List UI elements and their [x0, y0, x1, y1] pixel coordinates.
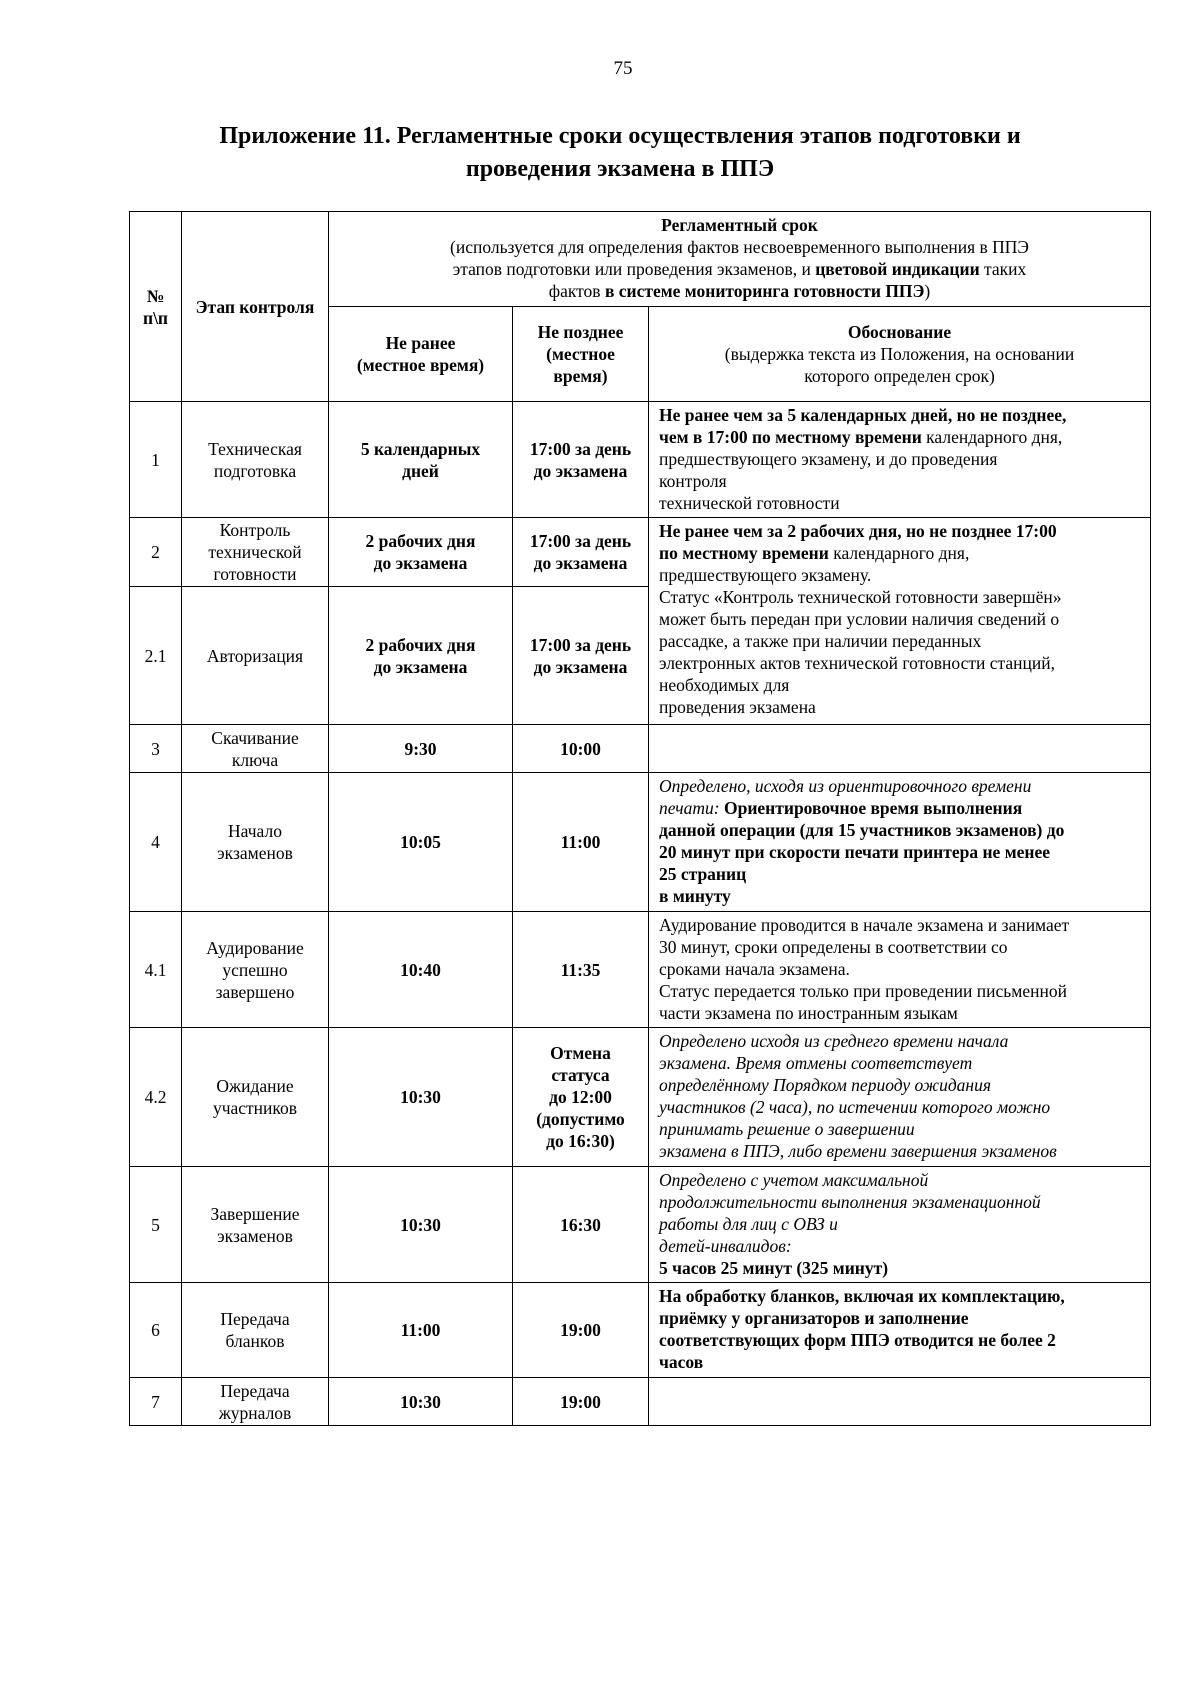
row-1-basis-2-a: чем в 17:00 по местному времени [659, 427, 922, 447]
row-4-1-earliest: 10:40 [329, 912, 513, 1028]
schedule-table [129, 211, 1151, 1426]
row-1-basis-2-b: календарного дня, [921, 427, 1063, 447]
row-4-earliest: 10:05 [329, 773, 513, 912]
header-not-earlier-2: (местное время) [356, 355, 485, 375]
row-2-basis-7: электронных актов технической готовности станций, [659, 653, 1055, 673]
row-4-basis-3: данной операции (для 15 участников экзаменов) до [659, 820, 1065, 840]
row-5-basis-1: Определено с учетом максимальной [659, 1170, 929, 1190]
row-4-1-basis-3: сроками начала экзамена. [659, 959, 850, 979]
row-7-basis [649, 1378, 1151, 1426]
table-row [130, 912, 1151, 1028]
row-4-stage-2: экзаменов [217, 843, 293, 863]
row-5-latest: 16:30 [513, 1167, 649, 1283]
row-6-basis-1: На обработку бланков, включая их комплектацию, [659, 1286, 1065, 1306]
row-5-stage-1: Завершение [210, 1203, 300, 1224]
row-4-1-stage [182, 912, 329, 1028]
row-1-basis-5: технической готовности [659, 493, 840, 513]
row-5-basis-3: работы для лиц с ОВЗ и [659, 1214, 838, 1234]
header-basis-title: Обоснование [847, 322, 952, 342]
header-deadline-desc-2-b: цветовой индикации [815, 259, 980, 279]
row-7-stage-1: Передача [220, 1380, 290, 1401]
row-2-earliest-2: до экзамена [373, 553, 468, 573]
row-4-1-latest: 11:35 [513, 912, 649, 1028]
row-3-earliest: 9:30 [329, 725, 513, 773]
row-4-basis-5: 25 страниц [659, 864, 747, 884]
row-4-1-stage-1: Аудирование [206, 937, 304, 958]
row-2-1-latest-2: до экзамена [533, 656, 628, 677]
row-1-latest [513, 402, 649, 518]
header-deadline [329, 212, 1151, 307]
row-4-1-basis-5: части экзамена по иностранным языкам [659, 1003, 958, 1023]
row-4-basis [649, 773, 1151, 912]
header-not-later-1: Не позднее [537, 322, 624, 342]
header-deadline-title: Регламентный срок [661, 215, 818, 235]
row-6-num: 6 [130, 1283, 182, 1378]
row-7-stage-2: журналов [218, 1402, 292, 1423]
row-1-basis-2 [659, 426, 1144, 448]
row-4-1-stage-2: успешно [222, 959, 288, 980]
row-2-basis-5: может быть передан при условии наличия сведений о [659, 609, 1060, 629]
row-2-basis [649, 518, 1151, 725]
row-7-stage [182, 1378, 329, 1426]
row-2-latest-2: до экзамена [533, 553, 628, 573]
row-4-1-basis-2: 30 минут, сроки определены в соответствии со [659, 937, 1008, 957]
row-2-basis-1: Не ранее чем за 2 рабочих дня, но не позднее 17:00 [659, 521, 1057, 541]
row-7-num: 7 [130, 1378, 182, 1426]
table-row [130, 1167, 1151, 1283]
row-4-2-stage-1: Ожидание [216, 1076, 294, 1096]
row-3-stage [182, 725, 329, 773]
row-5-stage-2: экзаменов [217, 1225, 293, 1246]
page-title [150, 120, 1090, 186]
header-stage-label: Этап контроля [195, 296, 315, 317]
row-4-basis-4: 20 минут при скорости печати принтера не менее [659, 842, 1050, 862]
table-row [130, 1378, 1151, 1426]
header-basis-desc-2: которого определен срок) [804, 366, 995, 386]
row-1-latest-1: 17:00 за день [529, 438, 632, 459]
row-4-2-latest-5: до 16:30) [546, 1131, 615, 1151]
row-2-1-latest-1: 17:00 за день [529, 634, 632, 655]
row-6-stage-1: Передача [220, 1309, 290, 1329]
row-4-2-basis-6: экзамена в ППЭ, либо времени завершения экзаменов [659, 1141, 1057, 1161]
row-4-2-latest-4: (допустимо [536, 1109, 625, 1129]
header-not-earlier-1: Не ранее [385, 333, 456, 353]
table-row [130, 1283, 1151, 1378]
row-4-2-basis-2: экзамена. Время отмены соответствует [659, 1053, 973, 1073]
row-6-basis-3: соответствующих форм ППЭ отводится не более 2 [659, 1330, 1056, 1350]
row-4-2-num: 4.2 [130, 1028, 182, 1167]
header-deadline-desc-2-c: таких [979, 259, 1027, 279]
row-3-basis [649, 725, 1151, 773]
row-4-basis-2-a: печати: [659, 798, 724, 818]
row-4-1-num: 4.1 [130, 912, 182, 1028]
row-1-basis-3: предшествующего экзамену, и до проведения [659, 449, 998, 469]
row-6-basis-4: часов [659, 1352, 704, 1372]
row-4-2-basis [649, 1028, 1151, 1167]
row-1-earliest-1: 5 календарных [360, 438, 481, 459]
row-3-stage-1: Скачивание [211, 727, 299, 748]
header-not-later-3: время) [553, 366, 608, 386]
row-5-basis-4: детей-инвалидов: [659, 1236, 792, 1256]
header-stage [182, 212, 329, 402]
row-2-basis-2-b: календарного дня, [828, 543, 970, 563]
header-basis [649, 307, 1151, 402]
row-6-stage-2: бланков [225, 1331, 285, 1351]
header-deadline-desc-3-b: в системе мониторинга готовности ППЭ [604, 281, 925, 301]
row-7-latest: 19:00 [513, 1378, 649, 1426]
row-4-2-basis-4: участников (2 часа), по истечении которого можно [659, 1097, 1051, 1117]
row-2-basis-2-a: по местному времени [659, 543, 829, 563]
header-not-earlier [329, 307, 513, 402]
table-row [130, 1028, 1151, 1167]
table-header-row [130, 212, 1151, 307]
row-2-1-earliest [329, 587, 513, 725]
row-5-basis-5: 5 часов 25 минут (325 минут) [659, 1258, 889, 1278]
row-5-basis [649, 1167, 1151, 1283]
row-2-latest [513, 518, 649, 587]
row-6-earliest: 11:00 [329, 1283, 513, 1378]
row-4-2-stage [182, 1028, 329, 1167]
row-2-earliest-1: 2 рабочих дня [365, 531, 476, 551]
row-5-stage [182, 1167, 329, 1283]
table-row [130, 773, 1151, 912]
row-4-1-basis [649, 912, 1151, 1028]
row-6-latest: 19:00 [513, 1283, 649, 1378]
row-2-1-earliest-2: до экзамена [373, 656, 468, 677]
table-row [130, 518, 1151, 587]
row-2-stage-1: Контроль [219, 520, 291, 540]
table-row [130, 725, 1151, 773]
row-1-basis [649, 402, 1151, 518]
row-5-earliest: 10:30 [329, 1167, 513, 1283]
row-2-basis-2 [659, 542, 1144, 564]
row-4-basis-2-b: Ориентировочное время выполнения [723, 798, 1023, 818]
row-2-earliest [329, 518, 513, 587]
row-1-basis-4: контроля [659, 471, 727, 491]
row-1-earliest [329, 402, 513, 518]
row-4-2-stage-2: участников [212, 1098, 298, 1118]
row-2-basis-4: Статус «Контроль технической готовности завершён» [659, 587, 1062, 607]
row-2-basis-3: предшествующего экзамену. [659, 565, 872, 585]
row-2-basis-9: проведения экзамена [659, 697, 816, 717]
row-2-1-earliest-1: 2 рабочих дня [365, 634, 476, 655]
row-6-stage [182, 1283, 329, 1378]
row-2-1-latest [513, 587, 649, 725]
row-2-1-stage: Авторизация [182, 587, 329, 725]
row-2-latest-1: 17:00 за день [529, 531, 632, 551]
header-deadline-desc-3 [333, 280, 1146, 302]
header-basis-desc-1: (выдержка текста из Положения, на основании [724, 344, 1075, 364]
page-title-line-1: Приложение 11. Регламентные сроки осуществления этапов подготовки и [219, 123, 1021, 149]
row-4-2-earliest: 10:30 [329, 1028, 513, 1167]
row-4-2-basis-1: Определено исходя из среднего времени начала [659, 1031, 1009, 1051]
table-row [130, 402, 1151, 518]
row-4-2-latest-1: Отмена [550, 1043, 611, 1063]
row-3-num: 3 [130, 725, 182, 773]
row-1-stage [182, 402, 329, 518]
header-num [130, 212, 182, 402]
row-4-2-latest-2: статуса [551, 1065, 610, 1085]
row-6-basis [649, 1283, 1151, 1378]
row-4-2-basis-5: принимать решение о завершении [659, 1119, 915, 1139]
row-2-stage-2: технической [208, 542, 302, 562]
row-4-basis-1: Определено, исходя из ориентировочного времени [659, 776, 1032, 796]
row-4-1-basis-4: Статус передается только при проведении письменной [659, 981, 1067, 1001]
row-4-stage-1: Начало [228, 821, 282, 841]
header-deadline-desc-1: (используется для определения фактов несвоевременного выполнения в ППЭ [450, 237, 1029, 257]
row-2-1-num: 2.1 [130, 587, 182, 725]
row-7-earliest: 10:30 [329, 1378, 513, 1426]
row-3-latest: 10:00 [513, 725, 649, 773]
row-6-basis-2: приёмку у организаторов и заполнение [659, 1308, 969, 1328]
header-deadline-desc-3-a: фактов [548, 281, 605, 301]
row-1-stage-1: Техническая [208, 438, 302, 459]
row-2-stage-3: готовности [213, 564, 297, 584]
row-2-stage [182, 518, 329, 587]
row-2-num: 2 [130, 518, 182, 587]
page-number: 75 [613, 58, 633, 79]
row-4-1-stage-3: завершено [215, 981, 295, 1002]
row-1-earliest-2: дней [402, 460, 439, 481]
header-num-label: № п\п [142, 285, 169, 328]
header-deadline-desc-2 [333, 258, 1146, 280]
row-1-num: 1 [130, 402, 182, 518]
row-4-2-latest-3: до 12:00 [549, 1087, 612, 1107]
row-4-latest: 11:00 [513, 773, 649, 912]
row-4-2-basis-3: определённому Порядком периоду ожидания [659, 1075, 991, 1095]
row-1-stage-2: подготовка [213, 460, 297, 481]
header-deadline-desc-3-c: ) [924, 281, 931, 301]
row-3-stage-2: ключа [231, 749, 279, 770]
row-4-basis-2 [659, 797, 1144, 819]
row-5-basis-2: продолжительности выполнения экзаменационной [659, 1192, 1041, 1212]
row-4-1-basis-1: Аудирование проводится в начале экзамена и занимает [659, 915, 1070, 935]
row-4-stage [182, 773, 329, 912]
row-2-basis-6: рассадке, а также при наличии переданных [659, 631, 982, 651]
row-1-basis-1: Не ранее чем за 5 календарных дней, но не позднее, [659, 405, 1067, 425]
row-4-num: 4 [130, 773, 182, 912]
row-4-2-latest [513, 1028, 649, 1167]
row-4-basis-6: в минуту [659, 886, 731, 906]
row-2-basis-8: необходимых для [659, 675, 790, 695]
header-not-later-2: (местное [546, 344, 615, 364]
header-not-later [513, 307, 649, 402]
header-deadline-desc-2-a: этапов подготовки или проведения экзаменов, и [452, 259, 816, 279]
row-1-latest-2: до экзамена [533, 460, 628, 481]
page-title-line-2: проведения экзамена в ППЭ [465, 156, 775, 182]
row-5-num: 5 [130, 1167, 182, 1283]
